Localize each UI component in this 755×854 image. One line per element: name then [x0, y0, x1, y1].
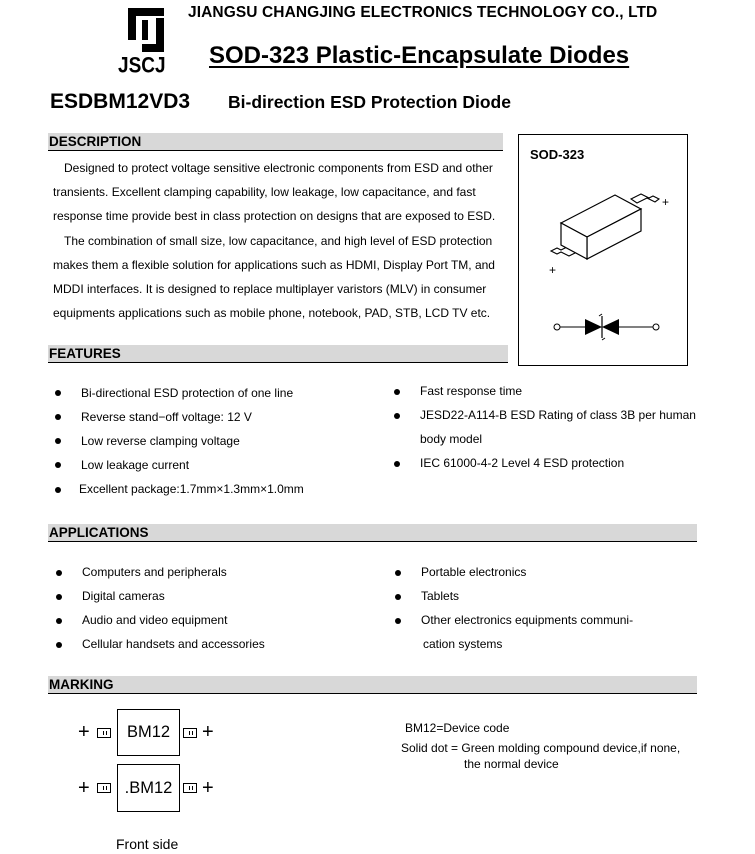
plus-right: +	[202, 777, 214, 799]
feature-item: Bi-directional ESD protection of one line	[81, 386, 294, 400]
bullet	[395, 618, 401, 624]
description-heading: DESCRIPTION	[49, 134, 142, 149]
bullet	[56, 618, 62, 624]
description-line: makes them a flexible solution for applications such as HDMI, Display Port TM, and	[53, 257, 495, 272]
lead-pad-left	[97, 783, 111, 793]
marking-heading: MARKING	[49, 677, 114, 692]
document-title: SOD-323 Plastic-Encapsulate Diodes	[209, 42, 630, 69]
device-code-note: BM12=Device code	[405, 721, 510, 735]
package-box	[518, 134, 688, 366]
part-number: ESDBM12VD3	[50, 90, 191, 113]
description-line: transients. Excellent clamping capability, low leakage, low capacitance, and fast	[53, 185, 476, 200]
applications-heading: APPLICATIONS	[49, 525, 149, 540]
bullet	[56, 642, 62, 648]
anode-plus-top: +	[662, 195, 670, 209]
description-line: Designed to protect voltage sensitive electronic components from ESD and other	[64, 161, 493, 175]
bullet	[56, 570, 62, 576]
application-item: Other electronics equipments communi-	[421, 613, 634, 627]
description-text	[53, 156, 513, 325]
description-heading-bar	[48, 133, 503, 151]
application-item: Tablets	[421, 589, 460, 603]
features-heading: FEATURES	[49, 346, 121, 361]
feature-item: Reverse stand−off voltage: 12 V	[81, 410, 252, 424]
description-line: The combination of small size, low capacitance, and high level of ESD protection	[64, 233, 493, 248]
bullet	[55, 487, 61, 493]
bullet	[394, 461, 400, 467]
description-line: equipments applications such as mobile phone, notebook, PAD, STB, LCD TV etc.	[53, 306, 491, 321]
application-item: Audio and video equipment	[82, 613, 228, 627]
feature-item-continued: body model	[420, 432, 483, 446]
application-item: Digital cameras	[82, 589, 165, 603]
bullet	[55, 414, 61, 420]
feature-item: Low leakage current	[81, 458, 190, 472]
solid-dot-note: Solid dot = Green molding compound device,if none,	[401, 741, 681, 755]
lead-pad-right	[183, 783, 197, 793]
bullet	[56, 594, 62, 600]
lead-pad-right	[183, 728, 197, 738]
sod323-package-drawing	[519, 135, 689, 367]
marking-chip-with-dot: .BM12	[117, 764, 180, 812]
solid-dot-note-continued: the normal device	[464, 757, 559, 771]
feature-item: JESD22-A114-B ESD Rating of class 3B per human	[420, 408, 696, 422]
application-item: Cellular handsets and accessories	[82, 637, 265, 651]
bullet	[394, 389, 400, 395]
application-item: Computers and peripherals	[82, 565, 227, 579]
bullet	[394, 413, 400, 419]
anode-plus-bottom: +	[549, 263, 557, 277]
front-side-label: Front side	[116, 836, 179, 852]
bullet	[55, 438, 61, 444]
application-item-continued: cation systems	[423, 637, 503, 651]
company-name: JIANGSU CHANGJING ELECTRONICS TECHNOLOGY CO., LTD	[188, 4, 658, 21]
plus-left: +	[78, 721, 90, 743]
logo-text: JSCJ	[118, 54, 166, 79]
package-title: SOD-323	[530, 147, 585, 162]
lead-pad-left	[97, 728, 111, 738]
bullet	[395, 570, 401, 576]
plus-left: +	[78, 777, 90, 799]
application-item: Portable electronics	[421, 565, 527, 579]
bullet	[395, 594, 401, 600]
feature-item: Low reverse clamping voltage	[81, 434, 240, 448]
plus-right: +	[202, 721, 214, 743]
bullet	[55, 390, 61, 396]
feature-item: Fast response time	[420, 384, 523, 398]
jscj-logo	[118, 8, 184, 78]
feature-item: IEC 61000-4-2 Level 4 ESD protection	[420, 456, 625, 470]
description-line: response time provide best in class protection on designs that are exposed to ESD.	[53, 209, 496, 224]
description-line: MDDI interfaces. It is designed to replace multiplayer varistors (MLV) in consumer	[53, 282, 487, 297]
marking-chip: BM12	[117, 709, 180, 756]
bullet	[55, 462, 61, 468]
features-heading-bar	[48, 345, 508, 363]
feature-item: Excellent package:1.7mm×1.3mm×1.0mm	[79, 482, 304, 496]
applications-heading-bar	[48, 524, 697, 542]
marking-heading-bar	[48, 676, 697, 694]
part-description: Bi-direction ESD Protection Diode	[228, 92, 511, 112]
